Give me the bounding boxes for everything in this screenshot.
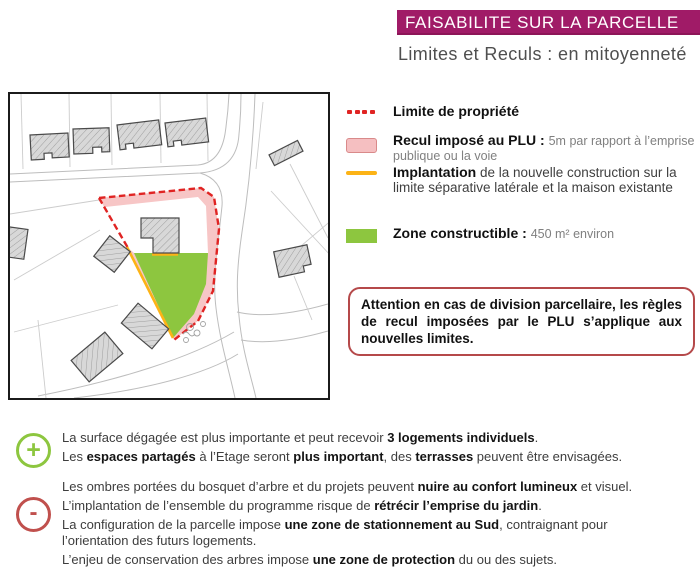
neighbor-building xyxy=(10,227,28,259)
list-item: L’enjeu de conservation des arbres impose une zone de protection du ou des sujets. xyxy=(62,552,557,567)
site-plan-map xyxy=(8,92,330,400)
neighbor-building xyxy=(269,140,303,165)
list-item: L’implantation de l’ensemble du programme risque de rétrécir l’emprise du jardin. xyxy=(62,498,542,513)
pros-list xyxy=(62,430,662,468)
attention-box: Attention en cas de division parcellaire, les règles de recul imposées par le PLU s’applique aux nouvelles limites. xyxy=(348,287,695,356)
cons-list xyxy=(62,479,642,571)
legend-property-line: Limite de propriété xyxy=(393,103,520,119)
list-item: Les ombres portées du bosquet d’arbre et du projets peuvent nuire au confort lumineux et visuel. xyxy=(62,479,633,494)
property-line-dash-icon xyxy=(347,110,377,114)
legend-implantation: Implantation de la nouvelle construction sur la limite séparative latérale et la maison existante xyxy=(393,164,677,195)
neighbor-building xyxy=(30,133,69,160)
list-item: Les espaces partagés à l’Etage seront plus important, des terrasses peuvent être envisagées. xyxy=(62,449,623,464)
list-item: La configuration de la parcelle impose une zone de stationnement au Sud, contraignant pour l’orientation des futurs logements. xyxy=(62,517,608,548)
neighbor-building xyxy=(71,332,123,382)
plus-icon: + xyxy=(16,433,51,468)
page-title: FAISABILITE SUR LA PARCELLE xyxy=(405,13,679,32)
constructible-swatch-icon xyxy=(346,229,377,243)
recul-swatch-icon xyxy=(346,138,377,153)
legend-recul: Recul imposé au PLU : 5m par rapport à l’emprise publique ou la voie xyxy=(393,132,695,163)
minus-icon: - xyxy=(16,497,51,532)
neighbor-building xyxy=(274,245,313,278)
neighbor-building xyxy=(73,128,110,154)
page-title-bar xyxy=(397,10,700,35)
legend-zone-constructible: Zone constructible : 450 m² environ xyxy=(393,225,615,241)
implantation-line-icon xyxy=(346,171,377,175)
neighbor-building xyxy=(165,118,209,147)
page-subtitle: Limites et Reculs : en mitoyenneté xyxy=(398,44,687,64)
neighbor-building xyxy=(117,120,162,150)
list-item: La surface dégagée est plus importante et peut recevoir 3 logements individuels. xyxy=(62,430,539,445)
site-plan-svg xyxy=(10,94,328,398)
